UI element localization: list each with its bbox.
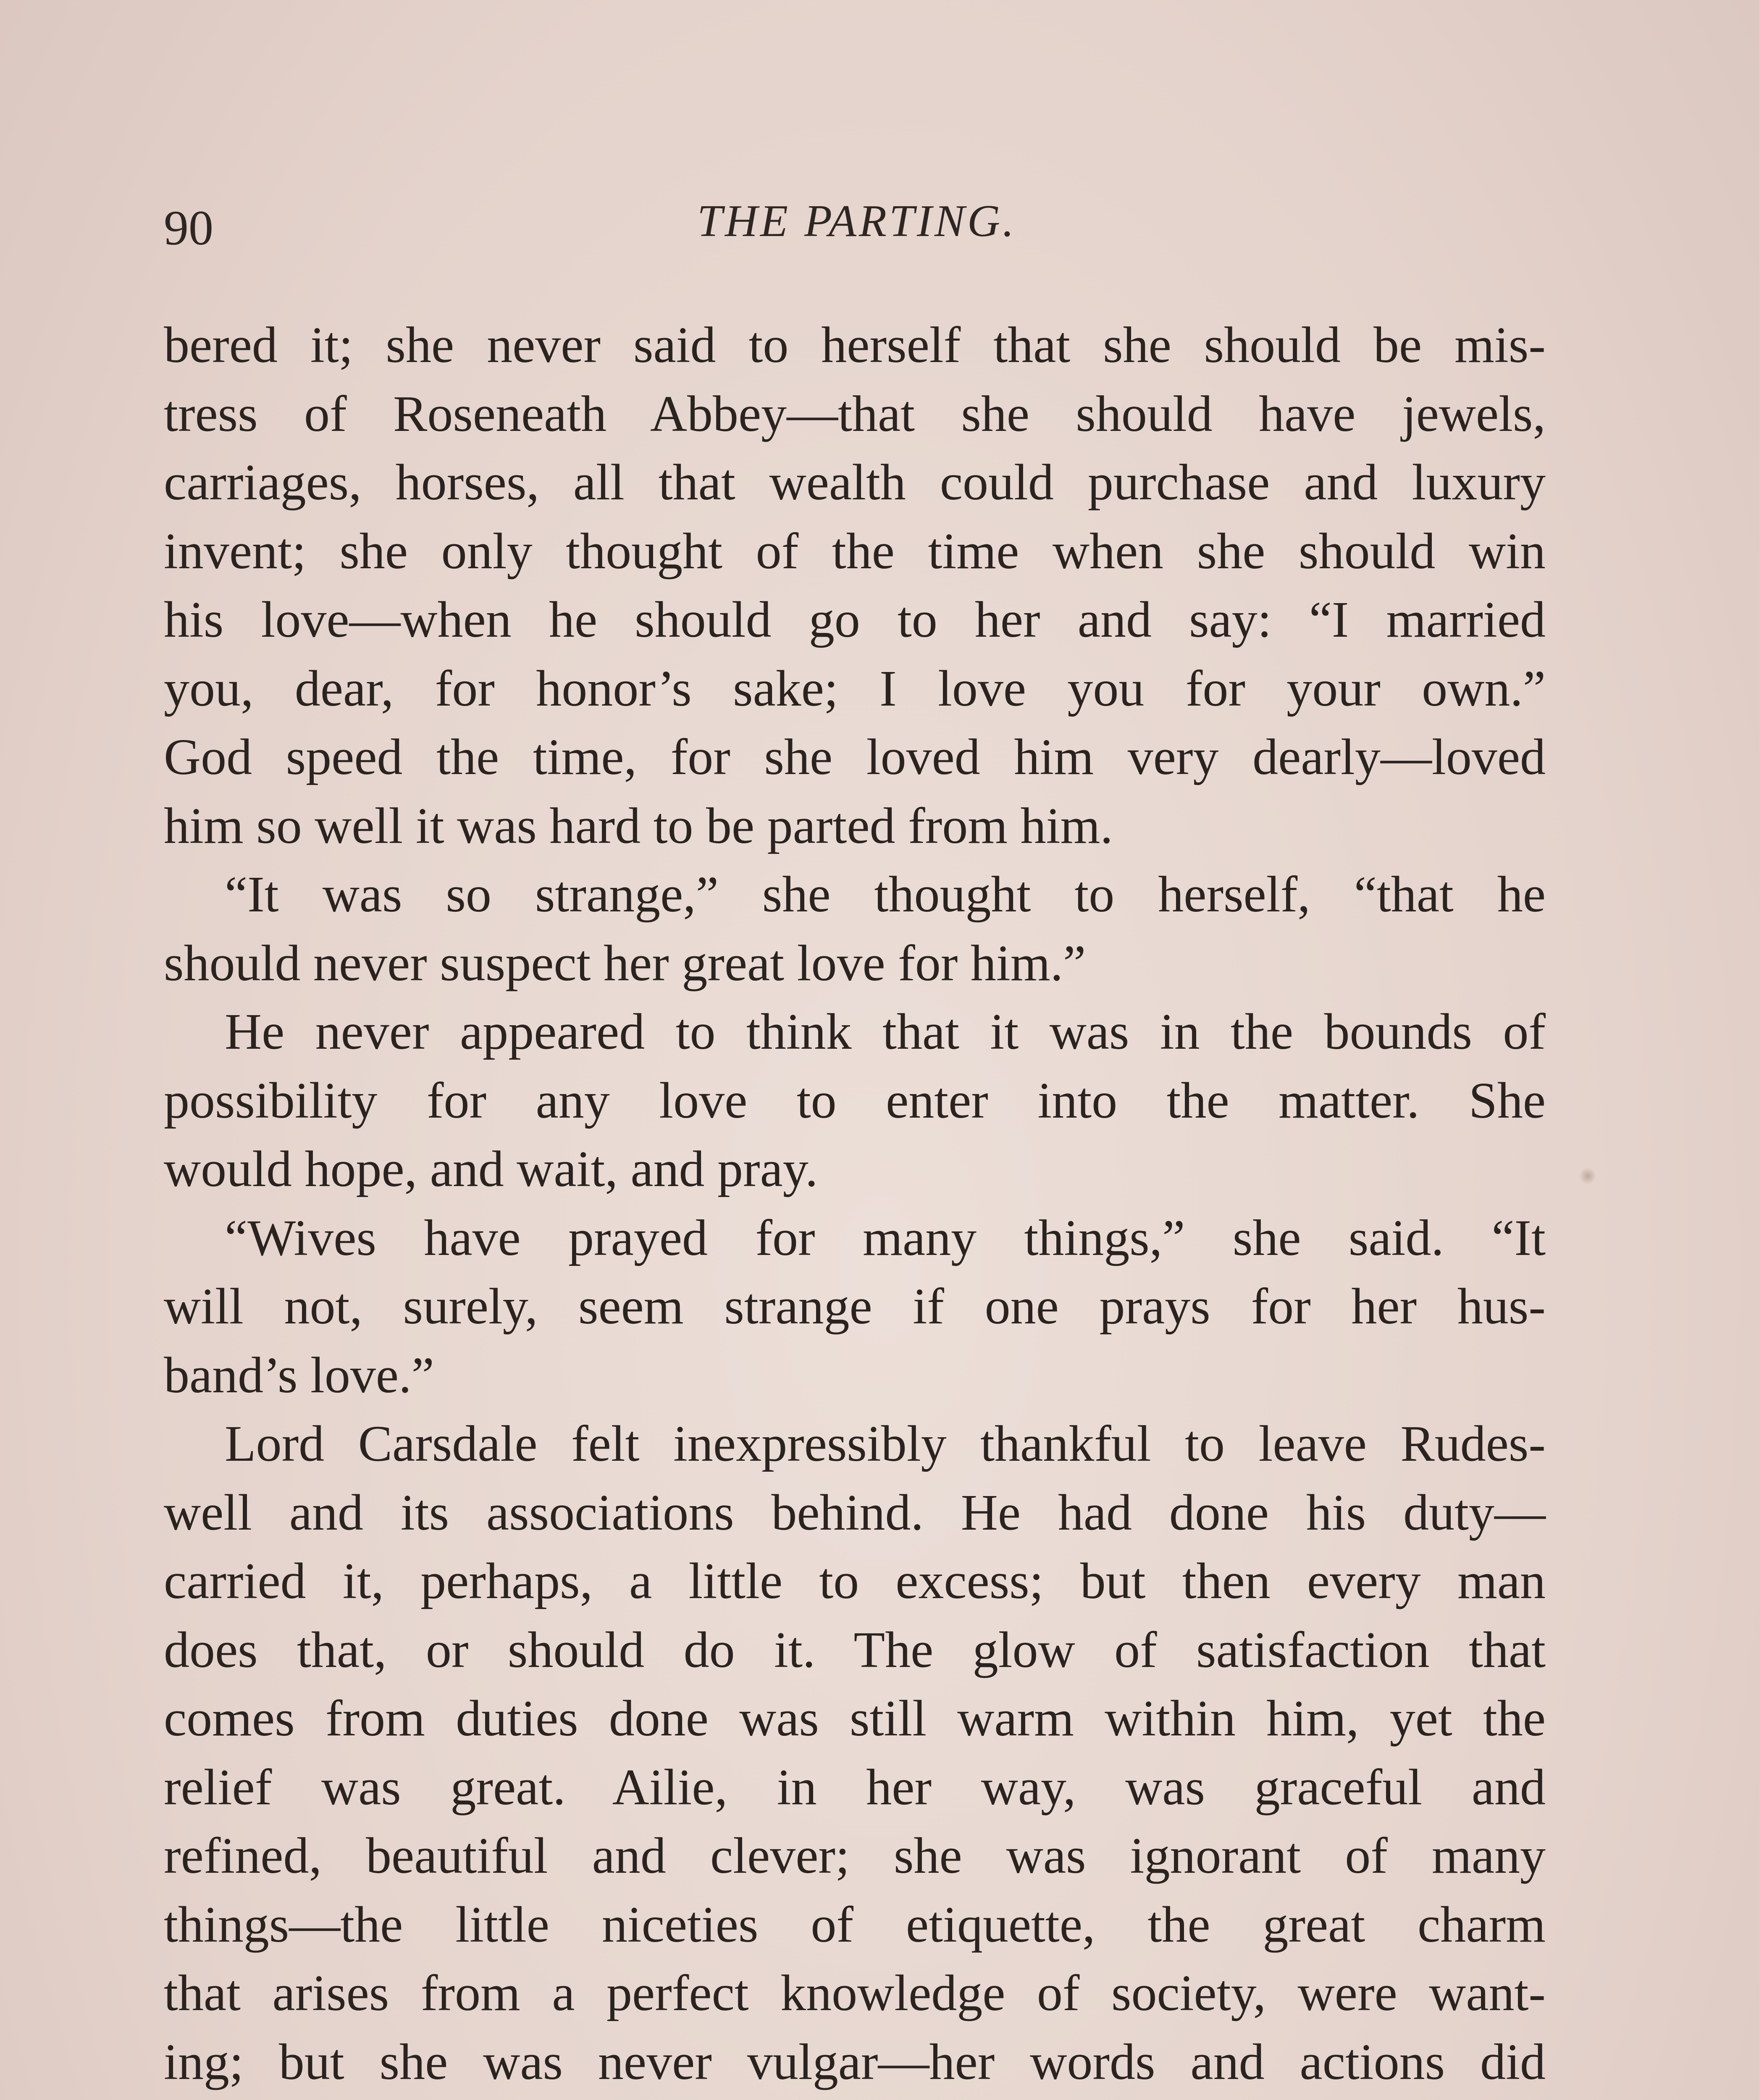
running-head: THE PARTING.	[697, 196, 1017, 246]
text-line: would hope, and wait, and pray.	[164, 1141, 818, 1197]
text-line: you, dear, for honor’s sake; I love you for your own.”	[164, 660, 1546, 717]
text-line: his love—when he should go to her and say: “I married	[164, 591, 1546, 648]
paper-stain	[1579, 1168, 1596, 1184]
page-number: 90	[164, 200, 213, 255]
text-line: ing; but she was never vulgar—her words and actions did	[164, 2033, 1546, 2090]
text-line: will not, surely, seem strange if one prays for her hus-	[164, 1278, 1546, 1335]
text-line: tress of Roseneath Abbey—that she should have jewels,	[164, 385, 1546, 442]
text-line: bered it; she never said to herself that she should be mis-	[164, 317, 1546, 373]
text-line: comes from duties done was still warm within him, yet the	[164, 1690, 1546, 1747]
text-line: relief was great. Ailie, in her way, was graceful and	[164, 1759, 1546, 1816]
body-text	[164, 311, 1546, 2100]
text-line: should never suspect her great love for him.”	[164, 934, 1086, 992]
text-line: band’s love.”	[164, 1347, 434, 1404]
text-line: “Wives have prayed for many things,” she said. “It	[225, 1209, 1546, 1266]
text-line: He never appeared to think that it was in the bounds of	[225, 1003, 1546, 1060]
text-line: possibility for any love to enter into the matter. She	[164, 1072, 1546, 1129]
text-line: Lord Carsdale felt inexpressibly thankful to leave Rudes-	[225, 1415, 1546, 1472]
text-line: carriages, horses, all that wealth could purchase and luxury	[164, 454, 1546, 511]
text-line: him so well it was hard to be parted from him.	[164, 797, 1113, 854]
text-line: carried it, perhaps, a little to excess; but then every man	[164, 1553, 1546, 1609]
text-line: that arises from a perfect knowledge of society, were want-	[164, 1965, 1546, 2021]
text-line: refined, beautiful and clever; she was ignorant of many	[164, 1827, 1546, 1884]
page-header	[164, 187, 1550, 267]
text-line: things—the little niceties of etiquette, the great charm	[164, 1896, 1546, 1953]
text-line: God speed the time, for she loved him very dearly—loved	[164, 729, 1546, 785]
text-line: does that, or should do it. The glow of satisfaction that	[164, 1621, 1546, 1678]
text-line: well and its associations behind. He had done his duty—	[164, 1484, 1546, 1541]
text-line: invent; she only thought of the time when she should win	[164, 522, 1546, 580]
text-line: “It was so strange,” she thought to herself, “that he	[225, 866, 1546, 923]
text-line	[164, 2096, 1546, 2100]
